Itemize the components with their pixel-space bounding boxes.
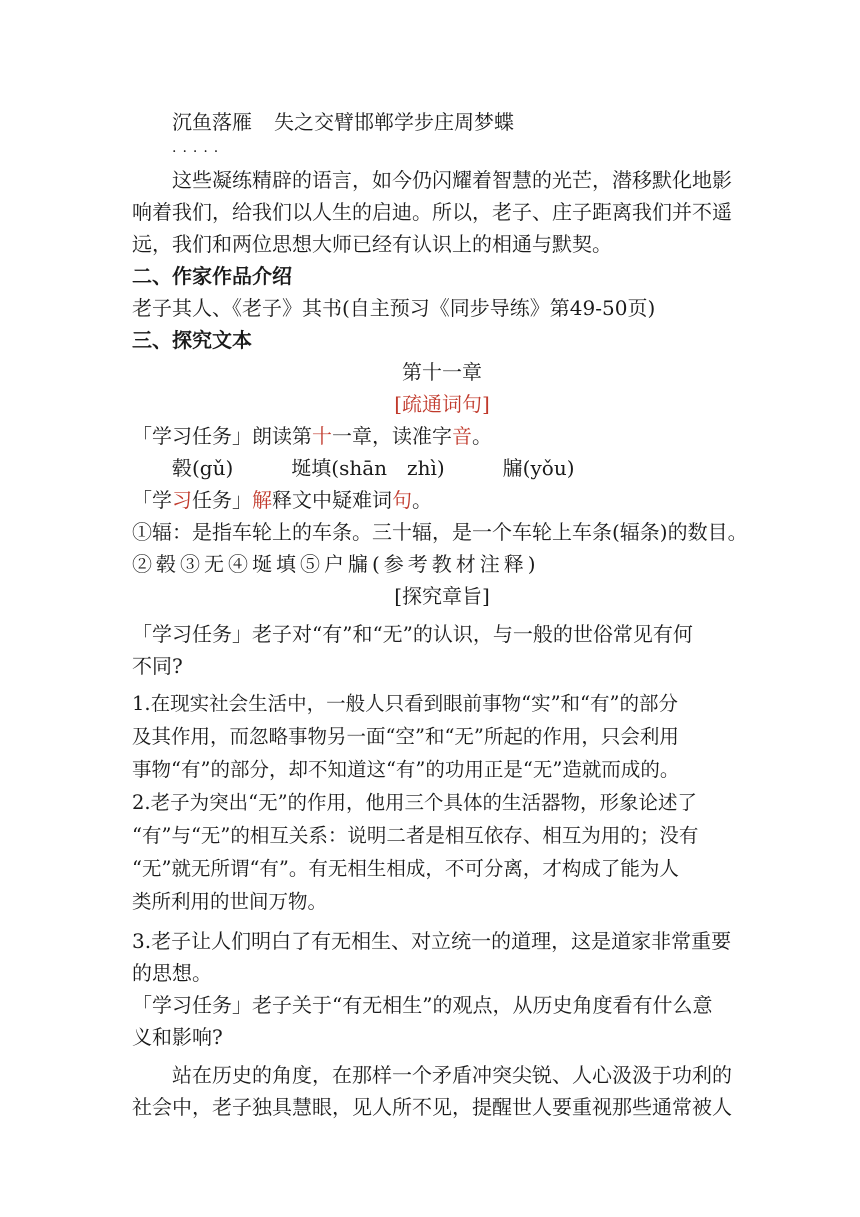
task-text-highlight: 十 — [312, 424, 332, 448]
paragraph-line: 的思想。 — [132, 961, 212, 985]
pronunciation-item: 毂(gǔ) — [172, 456, 234, 480]
task-text-highlight: 句 — [392, 488, 412, 512]
paragraph-line: 站在历史的角度，在那样一个矛盾冲突尖锐、人心汲汲于功利的 — [172, 1063, 732, 1087]
section-heading-2: 二、作家作品介绍 — [132, 264, 292, 288]
task-text-highlight: 音 — [452, 424, 472, 448]
idiom-1: 沉鱼落雁 — [172, 110, 252, 134]
task-history — [132, 989, 752, 1053]
paragraph-line: “无”就无所谓“有”。有无相生相成，不可分离，才构成了能为人 — [132, 857, 679, 880]
paragraph-line: 不同? — [132, 654, 183, 678]
paragraph-line: 响着我们，给我们以人生的启迪。所以，老子、庄子距离我们并不遥 — [132, 200, 732, 224]
paragraph-line: 「学习任务」老子关于“有无相生”的观点，从历史角度看有什么意 — [132, 993, 713, 1017]
answer-3 — [132, 925, 752, 989]
paragraph-line: 3.老子让人们明白了有无相生、对立统一的道理，这是道家非常重要 — [132, 929, 732, 953]
task-text: 「学 — [132, 488, 172, 512]
answer-2 — [132, 787, 752, 919]
author-works-line: 老子其人、《老子》其书(自主预习《同步导练》第49-50页) — [132, 296, 656, 320]
task-text: 。 — [472, 424, 492, 448]
paragraph-line: 义和影响? — [132, 1025, 223, 1049]
answer-1 — [132, 688, 752, 787]
ellipsis: ..... — [172, 140, 225, 156]
task-text: 「学习任务」朗读第 — [132, 424, 312, 448]
section-heading-3: 三、探究文本 — [132, 328, 252, 352]
note-1: ①辐：是指车轮上的车条。三十辐，是一个车轮上车条(辐条)的数目。 — [132, 520, 748, 544]
paragraph-line: 这些凝练精辟的语言，如今仍闪耀着智慧的光芒，潜移默化地影 — [172, 168, 732, 192]
pronunciation-item: 埏填(shān zhì) — [291, 456, 445, 480]
task-read-aloud — [132, 420, 752, 452]
pronunciation-item: 牖(yǒu) — [502, 456, 575, 480]
paragraph-line: 及其作用，而忽略事物另一面“空”和“无”所起的作用，只会利用 — [132, 725, 679, 748]
subheading-clarify: [疏通词句] — [394, 392, 490, 416]
task-text-highlight: 习 — [172, 488, 192, 512]
paragraph-line: 远，我们和两位思想大师已经有认识上的相通与默契。 — [132, 232, 612, 256]
final-paragraph — [132, 1059, 752, 1123]
task-you-wu — [132, 618, 752, 682]
note-2: ②毂③无④埏填⑤户牖(参考教材注释) — [132, 552, 540, 576]
paragraph-line: “有”与“无”的相互关系：说明二者是相互依存、相互为用的；没有 — [132, 824, 699, 847]
task-text: 任务」 — [192, 488, 252, 512]
document-page — [132, 106, 752, 1123]
pronunciation-line — [132, 452, 752, 484]
idiom-2: 失之交臂邯郸学步庄周梦蝶 — [274, 110, 514, 134]
chapter-title: 第十一章 — [402, 360, 482, 384]
subheading-explore: [探究章旨] — [394, 584, 490, 608]
task-text: 一章，读准字 — [332, 424, 452, 448]
paragraph-line: 事物“有”的部分，却不知道这“有”的功用正是“无”造就而成的。 — [132, 758, 680, 781]
paragraph-line: 1.在现实社会生活中，一般人只看到眼前事物“实”和“有”的部分 — [132, 692, 678, 715]
task-explain-words — [132, 484, 752, 516]
intro-paragraph — [132, 164, 752, 260]
idiom-line — [132, 106, 752, 138]
paragraph-line: 社会中，老子独具慧眼，见人所不见，提醒世人要重视那些通常被人 — [132, 1095, 732, 1119]
paragraph-line: 2.老子为突出“无”的作用，他用三个具体的生活器物，形象论述了 — [132, 791, 698, 814]
paragraph-line: 「学习任务」老子对“有”和“无”的认识，与一般的世俗常见有何 — [132, 622, 693, 646]
paragraph-line: 类所利用的世间万物。 — [132, 890, 328, 913]
task-text-highlight: 解 — [252, 488, 272, 512]
task-text: 。 — [412, 488, 432, 512]
task-text: 释文中疑难词 — [272, 488, 392, 512]
